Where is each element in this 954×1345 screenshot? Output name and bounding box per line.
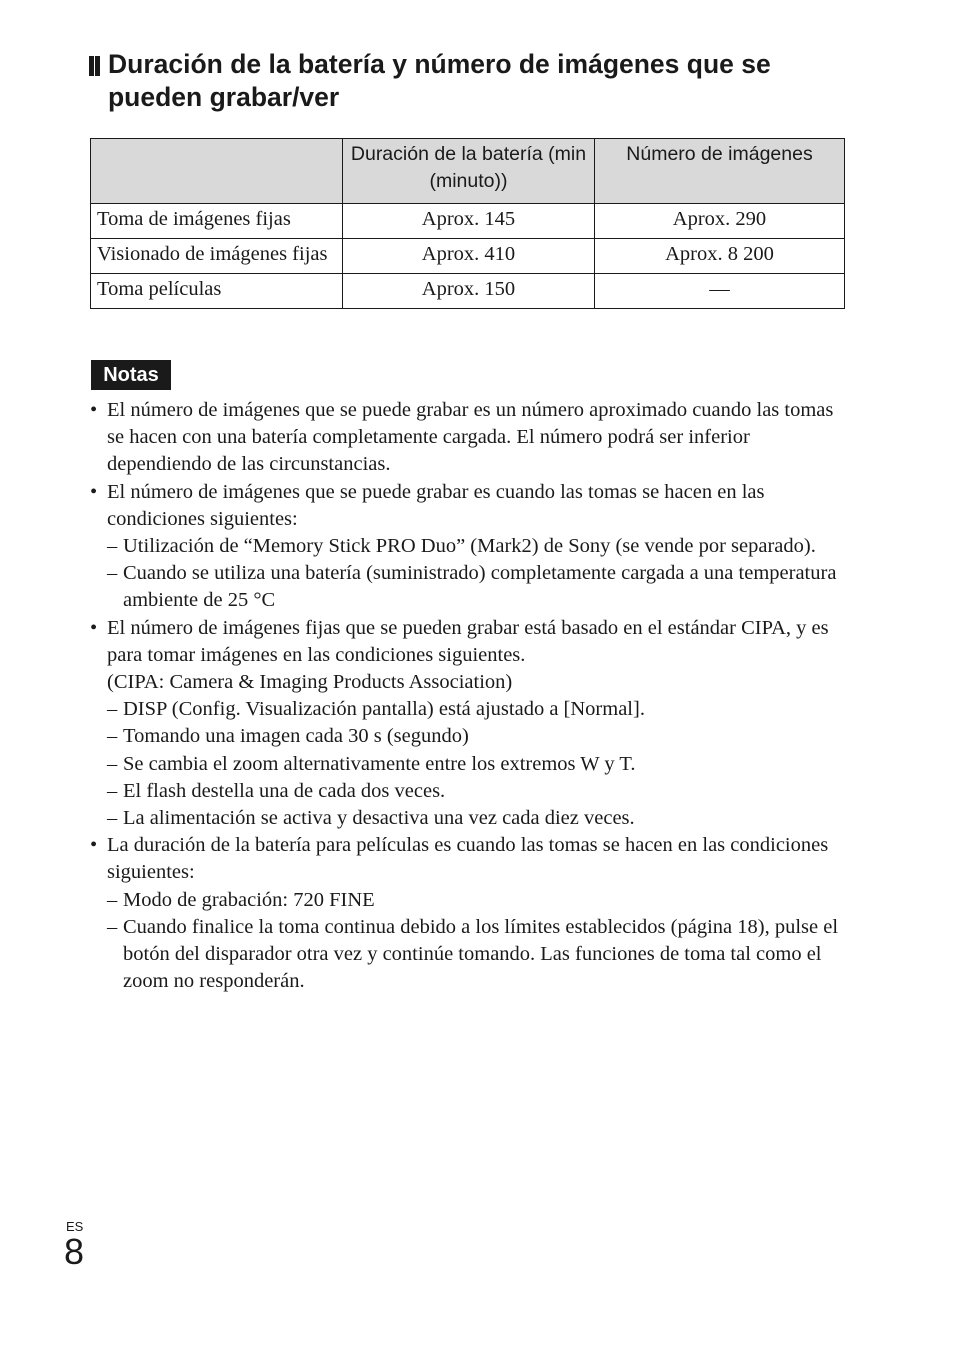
dash-icon: – xyxy=(107,535,118,558)
heading-marker-icon xyxy=(89,56,100,76)
note-subitem-text: El flash destella una de cada dos veces. xyxy=(123,779,446,802)
note-subitem-text: Modo de grabación: 720 FINE xyxy=(123,888,375,911)
dash-icon: – xyxy=(107,562,118,585)
note-subitem xyxy=(90,696,850,723)
note-subitem-text: Utilización de “Memory Stick PRO Duo” (Mark2) de Sony (se vende por separado). xyxy=(123,535,816,558)
note-subitem-text: Se cambia el zoom alternativamente entre los extremos W y T. xyxy=(123,752,636,775)
note-text: La duración de la batería para películas es cuando las tomas se hacen en las condiciones siguientes: xyxy=(107,834,829,884)
table-cell-images: Aprox. 8 200 xyxy=(595,239,845,274)
note-subitem xyxy=(90,914,850,996)
battery-table xyxy=(90,138,845,309)
bullet-icon: • xyxy=(90,834,98,857)
note-subitem-text: Tomando una imagen cada 30 s (segundo) xyxy=(123,725,469,748)
note-subitem xyxy=(90,778,850,805)
bullet-icon: • xyxy=(90,480,98,503)
note-subitem-text: La alimentación se activa y desactiva una vez cada diez veces. xyxy=(123,807,635,830)
dash-icon: – xyxy=(107,725,118,748)
table-cell-duration: Aprox. 410 xyxy=(343,239,595,274)
note-text: El número de imágenes que se puede grabar es un número aproximado cuando las tomas se hacen con una batería completamente cargada. El número podrá ser inferior dependiendo de las circunstancias. xyxy=(107,399,834,476)
note-subitem-text: Cuando finalice la toma continua debido a los límites establecidos (página 18), pulse el botón del disparador otra vez y continúe tomando. Las funciones de toma tal como el zoom no responderán. xyxy=(123,915,839,993)
dash-icon: – xyxy=(107,752,118,775)
note-subitem-text: DISP (Config. Visualización pantalla) está ajustado a [Normal]. xyxy=(123,698,645,721)
note-item xyxy=(90,832,850,886)
dash-icon: – xyxy=(107,807,118,830)
page-number: 8 xyxy=(64,1231,85,1272)
note-item xyxy=(90,615,850,669)
note-text: El número de imágenes fijas que se pueden grabar está basado en el estándar CIPA, y es para tomar imágenes en las condiciones siguientes. xyxy=(107,616,829,666)
table-header-duration: Duración de la batería (min (minuto)) xyxy=(343,139,595,204)
note-subitem xyxy=(90,887,850,914)
table-cell-label: Visionado de imágenes fijas xyxy=(91,239,343,274)
table-row xyxy=(91,204,845,239)
table-header-row xyxy=(91,139,845,204)
table-row xyxy=(91,274,845,309)
dash-icon: – xyxy=(107,779,118,802)
note-extra: (CIPA: Camera & Imaging Products Association) xyxy=(107,671,513,694)
note-subitem xyxy=(90,560,850,614)
table-cell-duration: Aprox. 150 xyxy=(343,274,595,309)
section-heading-text: Duración de la batería y número de imágenes que se pueden grabar/ver xyxy=(108,49,771,112)
dash-icon: – xyxy=(107,888,118,911)
table-header-empty xyxy=(91,139,343,204)
notes-list xyxy=(90,397,850,995)
table-cell-label: Toma de imágenes fijas xyxy=(91,204,343,239)
note-subitem xyxy=(90,751,850,778)
dash-icon: – xyxy=(107,915,118,938)
section-heading xyxy=(89,48,849,114)
bullet-icon: • xyxy=(90,399,98,421)
table-cell-label: Toma películas xyxy=(91,274,343,309)
note-text: El número de imágenes que se puede grabar es cuando las tomas se hacen en las condiciones siguientes: xyxy=(107,480,765,530)
language-code: ES xyxy=(66,1219,84,1234)
table-cell-images: Aprox. 290 xyxy=(595,204,845,239)
bullet-icon: • xyxy=(90,616,98,639)
table-row xyxy=(91,239,845,274)
notes-badge: Notas xyxy=(91,360,171,390)
table-header-images: Número de imágenes xyxy=(595,139,845,204)
table-cell-images: — xyxy=(595,274,845,309)
note-item xyxy=(90,479,850,533)
note-subitem xyxy=(90,533,850,560)
note-subitem xyxy=(90,805,850,832)
dash-icon: – xyxy=(107,698,118,721)
table-cell-duration: Aprox. 145 xyxy=(343,204,595,239)
note-subitem-text: Cuando se utiliza una batería (suministrado) completamente cargada a una temperatura ambiente de 25 °C xyxy=(123,562,837,612)
note-item xyxy=(90,397,850,479)
note-subitem xyxy=(90,723,850,750)
